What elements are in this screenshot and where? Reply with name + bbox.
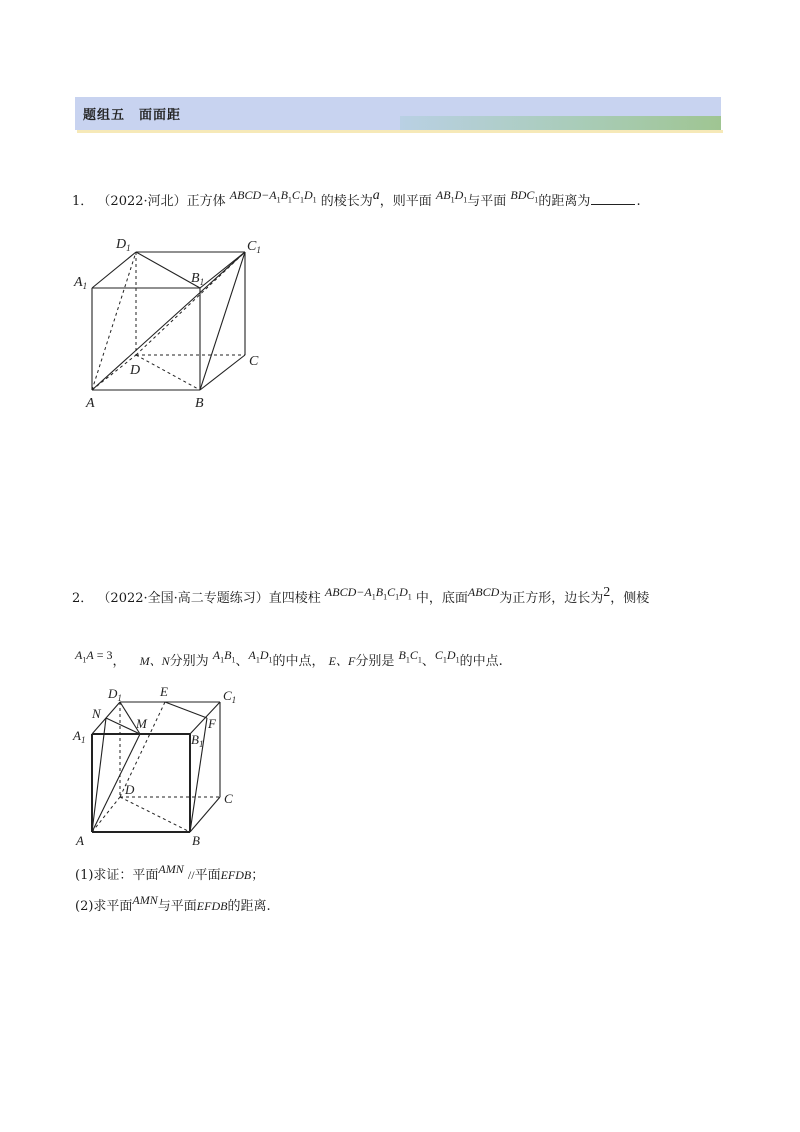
question-2-line-2: $A_1A = 3$， M、N分别为 $A_1B_1$、$A_1D_1$的中点， E、F分别是 $B_1C_1$、$C_1D_1$的中点. xyxy=(75,648,503,669)
q2-text-6: 的中点， xyxy=(272,654,325,669)
q1-text-2: ，则平面 xyxy=(379,194,432,209)
q1-number: 1． xyxy=(72,194,94,209)
label-B1: $B_1$ xyxy=(191,732,204,749)
q1-answer-blank[interactable] xyxy=(591,194,635,205)
label-D: D xyxy=(125,782,135,797)
q2-text-3: ，侧棱 xyxy=(610,591,650,606)
q2-prism-figure xyxy=(70,682,250,852)
q2-source: （2022·全国·高二专题练习）直四棱柱 xyxy=(97,591,321,606)
label-A1: $A_1$ xyxy=(73,728,86,745)
q2-side: 2 xyxy=(603,585,611,600)
q2-text-8: 的中点. xyxy=(459,654,503,669)
q1-solid: $ABCD-A_1B_1C_1D_1$ xyxy=(229,188,317,205)
q2-text-1: 中，底面 xyxy=(415,591,468,606)
section-title: 题组五 面面距 xyxy=(83,108,182,123)
label-B: B xyxy=(192,833,200,848)
label-D: D xyxy=(130,363,141,378)
question-1: 1． （2022·河北）正方体 $ABCD-A_1B_1C_1D_1$ 的棱长为a，则平面 $AB_1D_1$与平面 $BDC_1$的距离为 . xyxy=(72,188,641,209)
q2-base: ABCD xyxy=(467,585,500,599)
label-C1: $C_1$ xyxy=(223,688,237,705)
q2-subquestion-2: (2)求平面AMN与平面EFDB的距离. xyxy=(75,893,271,914)
q2-subquestion-1: (1)求证：平面AMN //平面EFDB； xyxy=(75,862,265,883)
q2-a1d1: $A_1D_1$ xyxy=(248,648,273,665)
label-N: N xyxy=(92,706,101,721)
label-D1: $D_1$ xyxy=(108,686,122,703)
label-C: C xyxy=(224,791,233,806)
label-A: A xyxy=(86,396,95,410)
q2-ef: E、F xyxy=(328,654,356,668)
q2-solid: $ABCD-A_1B_1C_1D_1$ xyxy=(324,585,412,602)
label-B1: $B_1$ xyxy=(191,271,205,287)
q1-text-1: 的棱长为 xyxy=(320,194,373,209)
q2-c1d1: $C_1D_1$ xyxy=(434,648,460,665)
question-2 xyxy=(72,587,649,607)
q1-source: （2022·河北）正方体 xyxy=(97,194,226,209)
q1-cube-figure xyxy=(70,230,270,410)
banner-gradient-strip xyxy=(400,116,721,130)
q2-text-7: 分别是 xyxy=(355,654,395,669)
q2-number: 2． xyxy=(72,591,94,606)
q1-text-3: 与平面 xyxy=(467,194,507,209)
label-D1: $D_1$ xyxy=(116,237,131,253)
q2-mn: M、N xyxy=(139,654,170,668)
label-A: A xyxy=(76,833,84,848)
q2-text-2: 为正方形，边长为 xyxy=(499,591,604,606)
q2-b1c1: $B_1C_1$ xyxy=(398,648,422,665)
q1-plane-1: $AB_1D_1$ xyxy=(435,188,468,205)
edge-BC xyxy=(200,355,245,390)
label-A1: $A_1$ xyxy=(74,275,88,291)
label-M: M xyxy=(136,716,147,731)
label-F: F xyxy=(208,716,216,731)
q1-var-a: a xyxy=(372,188,380,203)
q2-edge: $A_1A = 3$ xyxy=(75,648,113,665)
q1-plane-2: $BDC_1$ xyxy=(510,188,539,205)
label-B: B xyxy=(195,396,204,410)
edge-DB xyxy=(136,355,200,390)
label-C: C xyxy=(249,354,259,369)
q2-text-5: 分别为 xyxy=(169,654,209,669)
q2-a1b1: $A_1B_1$ xyxy=(212,648,236,665)
label-C1: $C_1$ xyxy=(247,239,261,255)
q1-text-4: 的距离为 xyxy=(538,194,591,209)
banner-shadow xyxy=(77,130,723,133)
label-E: E xyxy=(160,684,168,699)
edge-A1D1 xyxy=(92,252,136,288)
